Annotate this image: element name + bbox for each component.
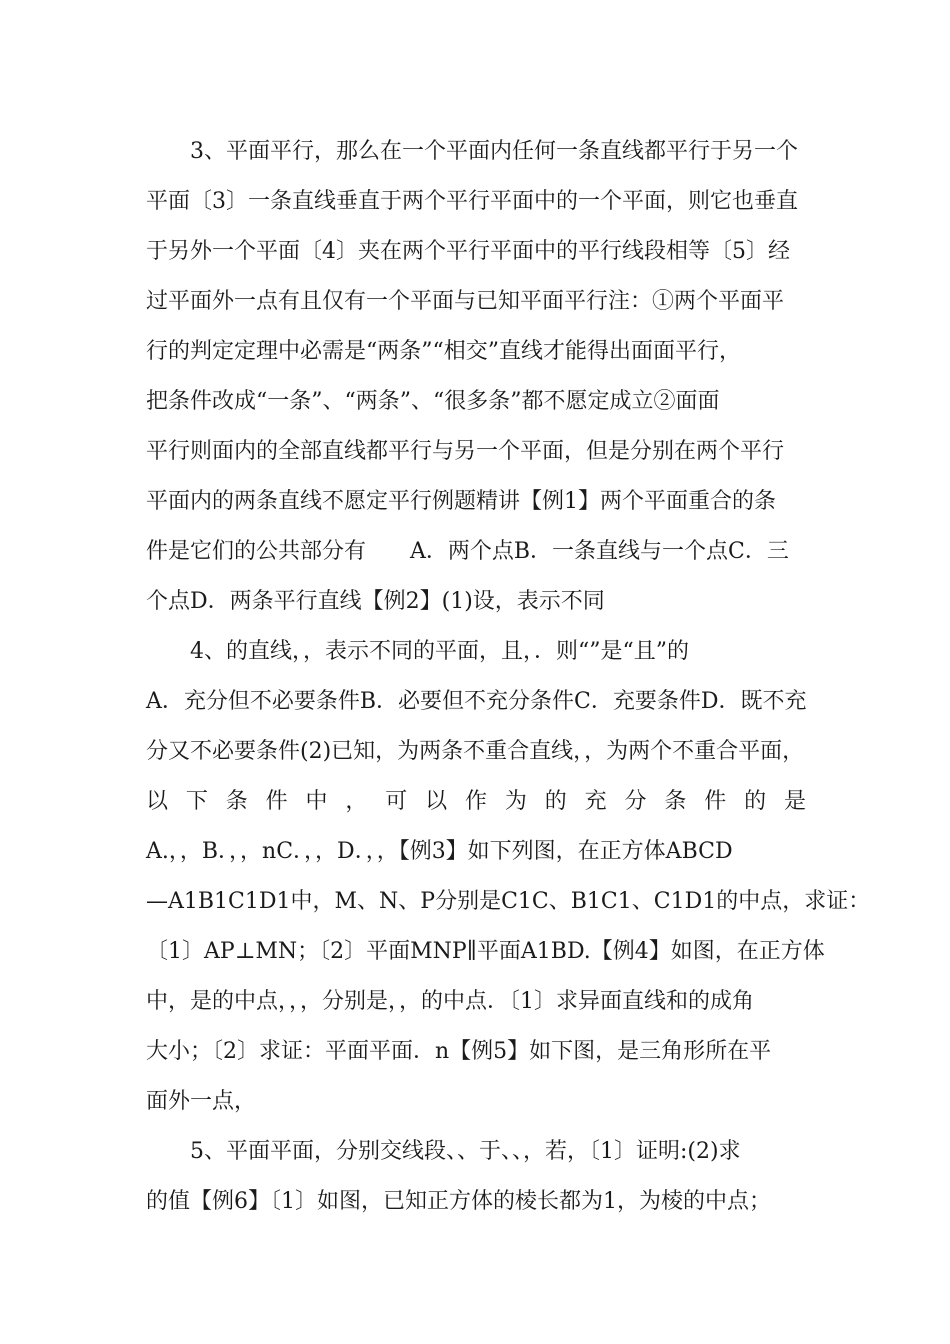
text-line: 面外一点， — [146, 1089, 257, 1114]
text-line: 大小；〔2〕求证：平面平面．n【例5】如下图，是三角形所在平 — [146, 1039, 772, 1064]
text-line: 平面〔3〕一条直线垂直于两个平行平面中的一个平面，则它也垂直 — [146, 189, 798, 214]
text-line: 以下条件中，可以作为的充分条件的是 — [146, 789, 806, 814]
text-line: 平行则面内的全部直线都平行与另一个平面，但是分别在两个平行 — [146, 439, 785, 464]
text-line: 行的判定定理中必需是“两条”“相交”直线才能得出面面平行， — [146, 339, 741, 364]
text-line: 于另外一个平面〔4〕夹在两个平行平面中的平行线段相等〔5〕经 — [146, 239, 790, 264]
text-line: 〔1〕AP⊥MN；〔2〕平面MNP∥平面A1BD.【例4】如图，在正方体 — [146, 939, 825, 964]
text-line: 过平面外一点有且仅有一个平面与已知平面平行注：①两个平面平 — [146, 289, 785, 314]
text-line: 的值【例6】〔1〕如图，已知正方体的棱长都为1，为棱的中点； — [146, 1189, 771, 1214]
text-line: A.，，B．，，nC．，，D．，，【例3】如下列图，在正方体ABCD — [146, 839, 733, 864]
text-line: 把条件改成“一条”、“两条”、“很多条”都不愿定成立②面面 — [146, 389, 720, 414]
text-line: 中，是的中点，，，分别是，，的中点．〔1〕求异面直线和的成角 — [146, 989, 754, 1014]
text-line: 5、平面平面，分别交线段、、于、、，若，〔1〕证明:(2)求 — [190, 1139, 741, 1164]
text-line: 个点D．两条平行直线【例2】(1)设，表示不同 — [146, 589, 605, 614]
text-line: 件是它们的公共部分有 A．两个点B．一条直线与一个点C．三 — [146, 539, 789, 564]
text-line: —A1B1C1D1中，M、N、P分别是C1C、B1C1、C1D1的中点，求证： — [146, 889, 871, 914]
text-line: 4、的直线，，表示不同的平面，且，．则“”是“且”的 — [190, 639, 689, 664]
text-line: 平面内的两条直线不愿定平行例题精讲【例1】两个平面重合的条 — [146, 489, 776, 514]
text-line: 3、平面平行，那么在一个平面内任何一条直线都平行于另一个 — [190, 139, 798, 164]
text-line: A．充分但不必要条件B．必要但不充分条件C．充要条件D．既不充 — [146, 689, 807, 714]
text-line: 分又不必要条件(2)已知，为两条不重合直线，，为两个不重合平面， — [146, 739, 805, 764]
